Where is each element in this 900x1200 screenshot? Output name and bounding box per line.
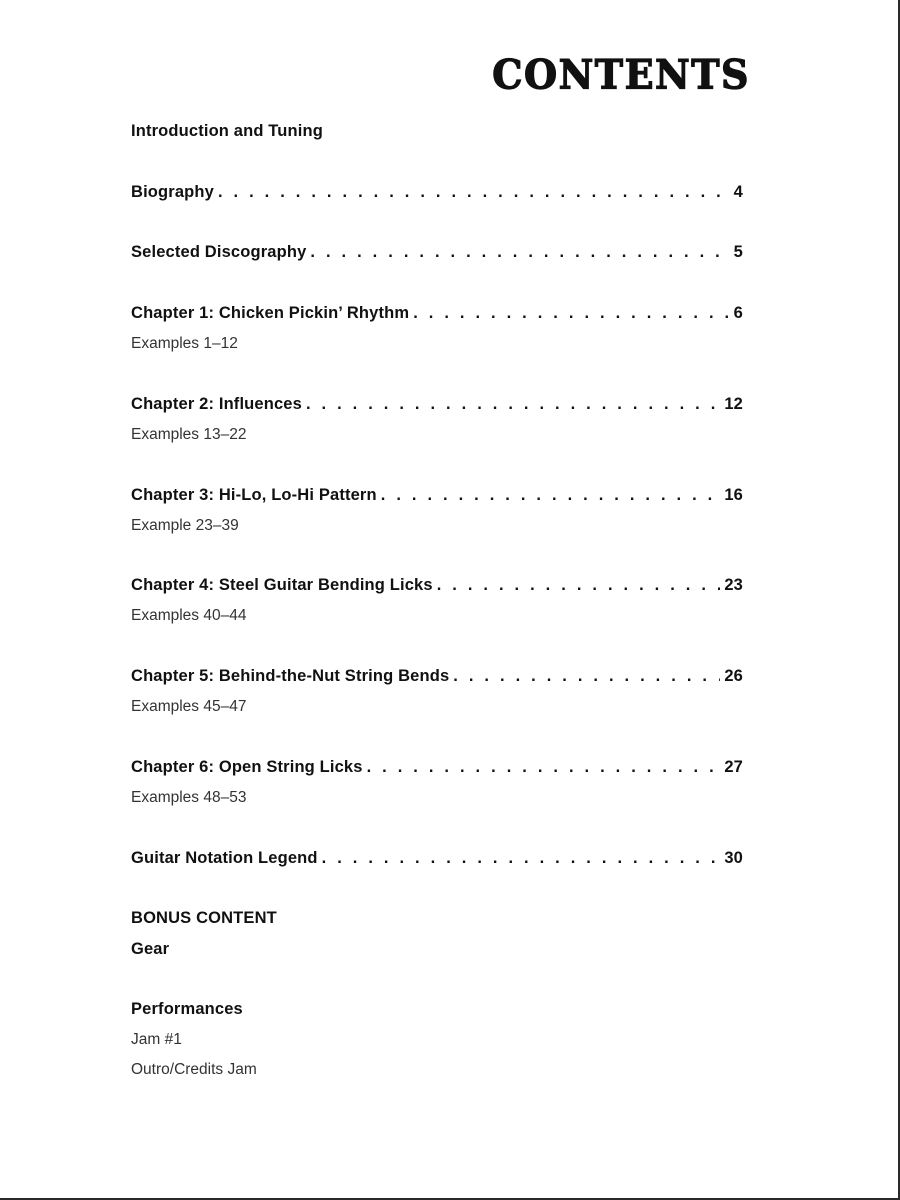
toc-entry-examples: Examples 13–22: [131, 426, 247, 443]
toc-intro: Introduction and Tuning: [131, 122, 323, 140]
toc-entry-discography[interactable]: [131, 243, 743, 262]
toc-dot-leader: [367, 758, 721, 777]
toc-dot-leader: [322, 849, 721, 868]
toc-entry-examples: Examples 45–47: [131, 698, 247, 715]
toc-entry-examples: Example 23–39: [131, 517, 239, 534]
toc-entry-page: 12: [724, 395, 743, 413]
toc-entry-notation-legend[interactable]: [131, 849, 743, 868]
bonus-gear[interactable]: Gear: [131, 940, 170, 958]
toc-entry-label: Guitar Notation Legend: [131, 849, 318, 867]
toc-entry-label: Chapter 3: Hi-Lo, Lo-Hi Pattern: [131, 486, 377, 504]
toc-dot-leader: [218, 183, 730, 202]
toc-entry-chapter-2[interactable]: [131, 395, 743, 414]
toc-entry-label: Chapter 5: Behind-the-Nut String Bends: [131, 667, 450, 685]
toc-entry-chapter-6[interactable]: [131, 758, 743, 777]
toc-entry-page: 5: [733, 243, 743, 261]
toc-entry-chapter-4[interactable]: [131, 576, 743, 595]
toc-entry-biography[interactable]: [131, 183, 743, 202]
toc-entry-label: Chapter 2: Influences: [131, 395, 302, 413]
toc-entry-chapter-3[interactable]: [131, 486, 743, 505]
toc-entry-page: 27: [724, 758, 743, 776]
page-title: CONTENTS: [492, 50, 750, 99]
toc-dot-leader: [381, 486, 721, 505]
toc-entry-label: Selected Discography: [131, 243, 307, 261]
toc-entry-label: Biography: [131, 183, 214, 201]
toc-entry-label: Chapter 6: Open String Licks: [131, 758, 363, 776]
toc-entry-examples: Examples 40–44: [131, 607, 247, 624]
toc-entry-page: 23: [724, 576, 743, 594]
toc-dot-leader: [306, 395, 720, 414]
toc-dot-leader: [310, 243, 729, 262]
toc-entry-examples: Examples 1–12: [131, 335, 238, 352]
bonus-performance-item[interactable]: Jam #1: [131, 1031, 182, 1048]
toc-dot-leader: [413, 304, 729, 323]
bonus-performance-item[interactable]: Outro/Credits Jam: [131, 1061, 257, 1078]
toc-entry-page: 16: [724, 486, 743, 504]
toc-entry-label: Chapter 4: Steel Guitar Bending Licks: [131, 576, 433, 594]
toc-dot-leader: [453, 667, 720, 686]
toc-entry-chapter-1[interactable]: [131, 304, 743, 323]
toc-entry-page: 26: [724, 667, 743, 685]
bonus-content-heading: BONUS CONTENT: [131, 909, 277, 927]
toc-entry-label: Chapter 1: Chicken Pickin’ Rhythm: [131, 304, 410, 322]
toc-entry-page: 30: [724, 849, 743, 867]
toc-entry-page: 4: [733, 183, 743, 201]
toc-dot-leader: [437, 576, 721, 595]
bonus-performances-heading: Performances: [131, 1000, 243, 1018]
toc-entry-examples: Examples 48–53: [131, 789, 247, 806]
toc-entry-chapter-5[interactable]: [131, 667, 743, 686]
toc-entry-page: 6: [733, 304, 743, 322]
